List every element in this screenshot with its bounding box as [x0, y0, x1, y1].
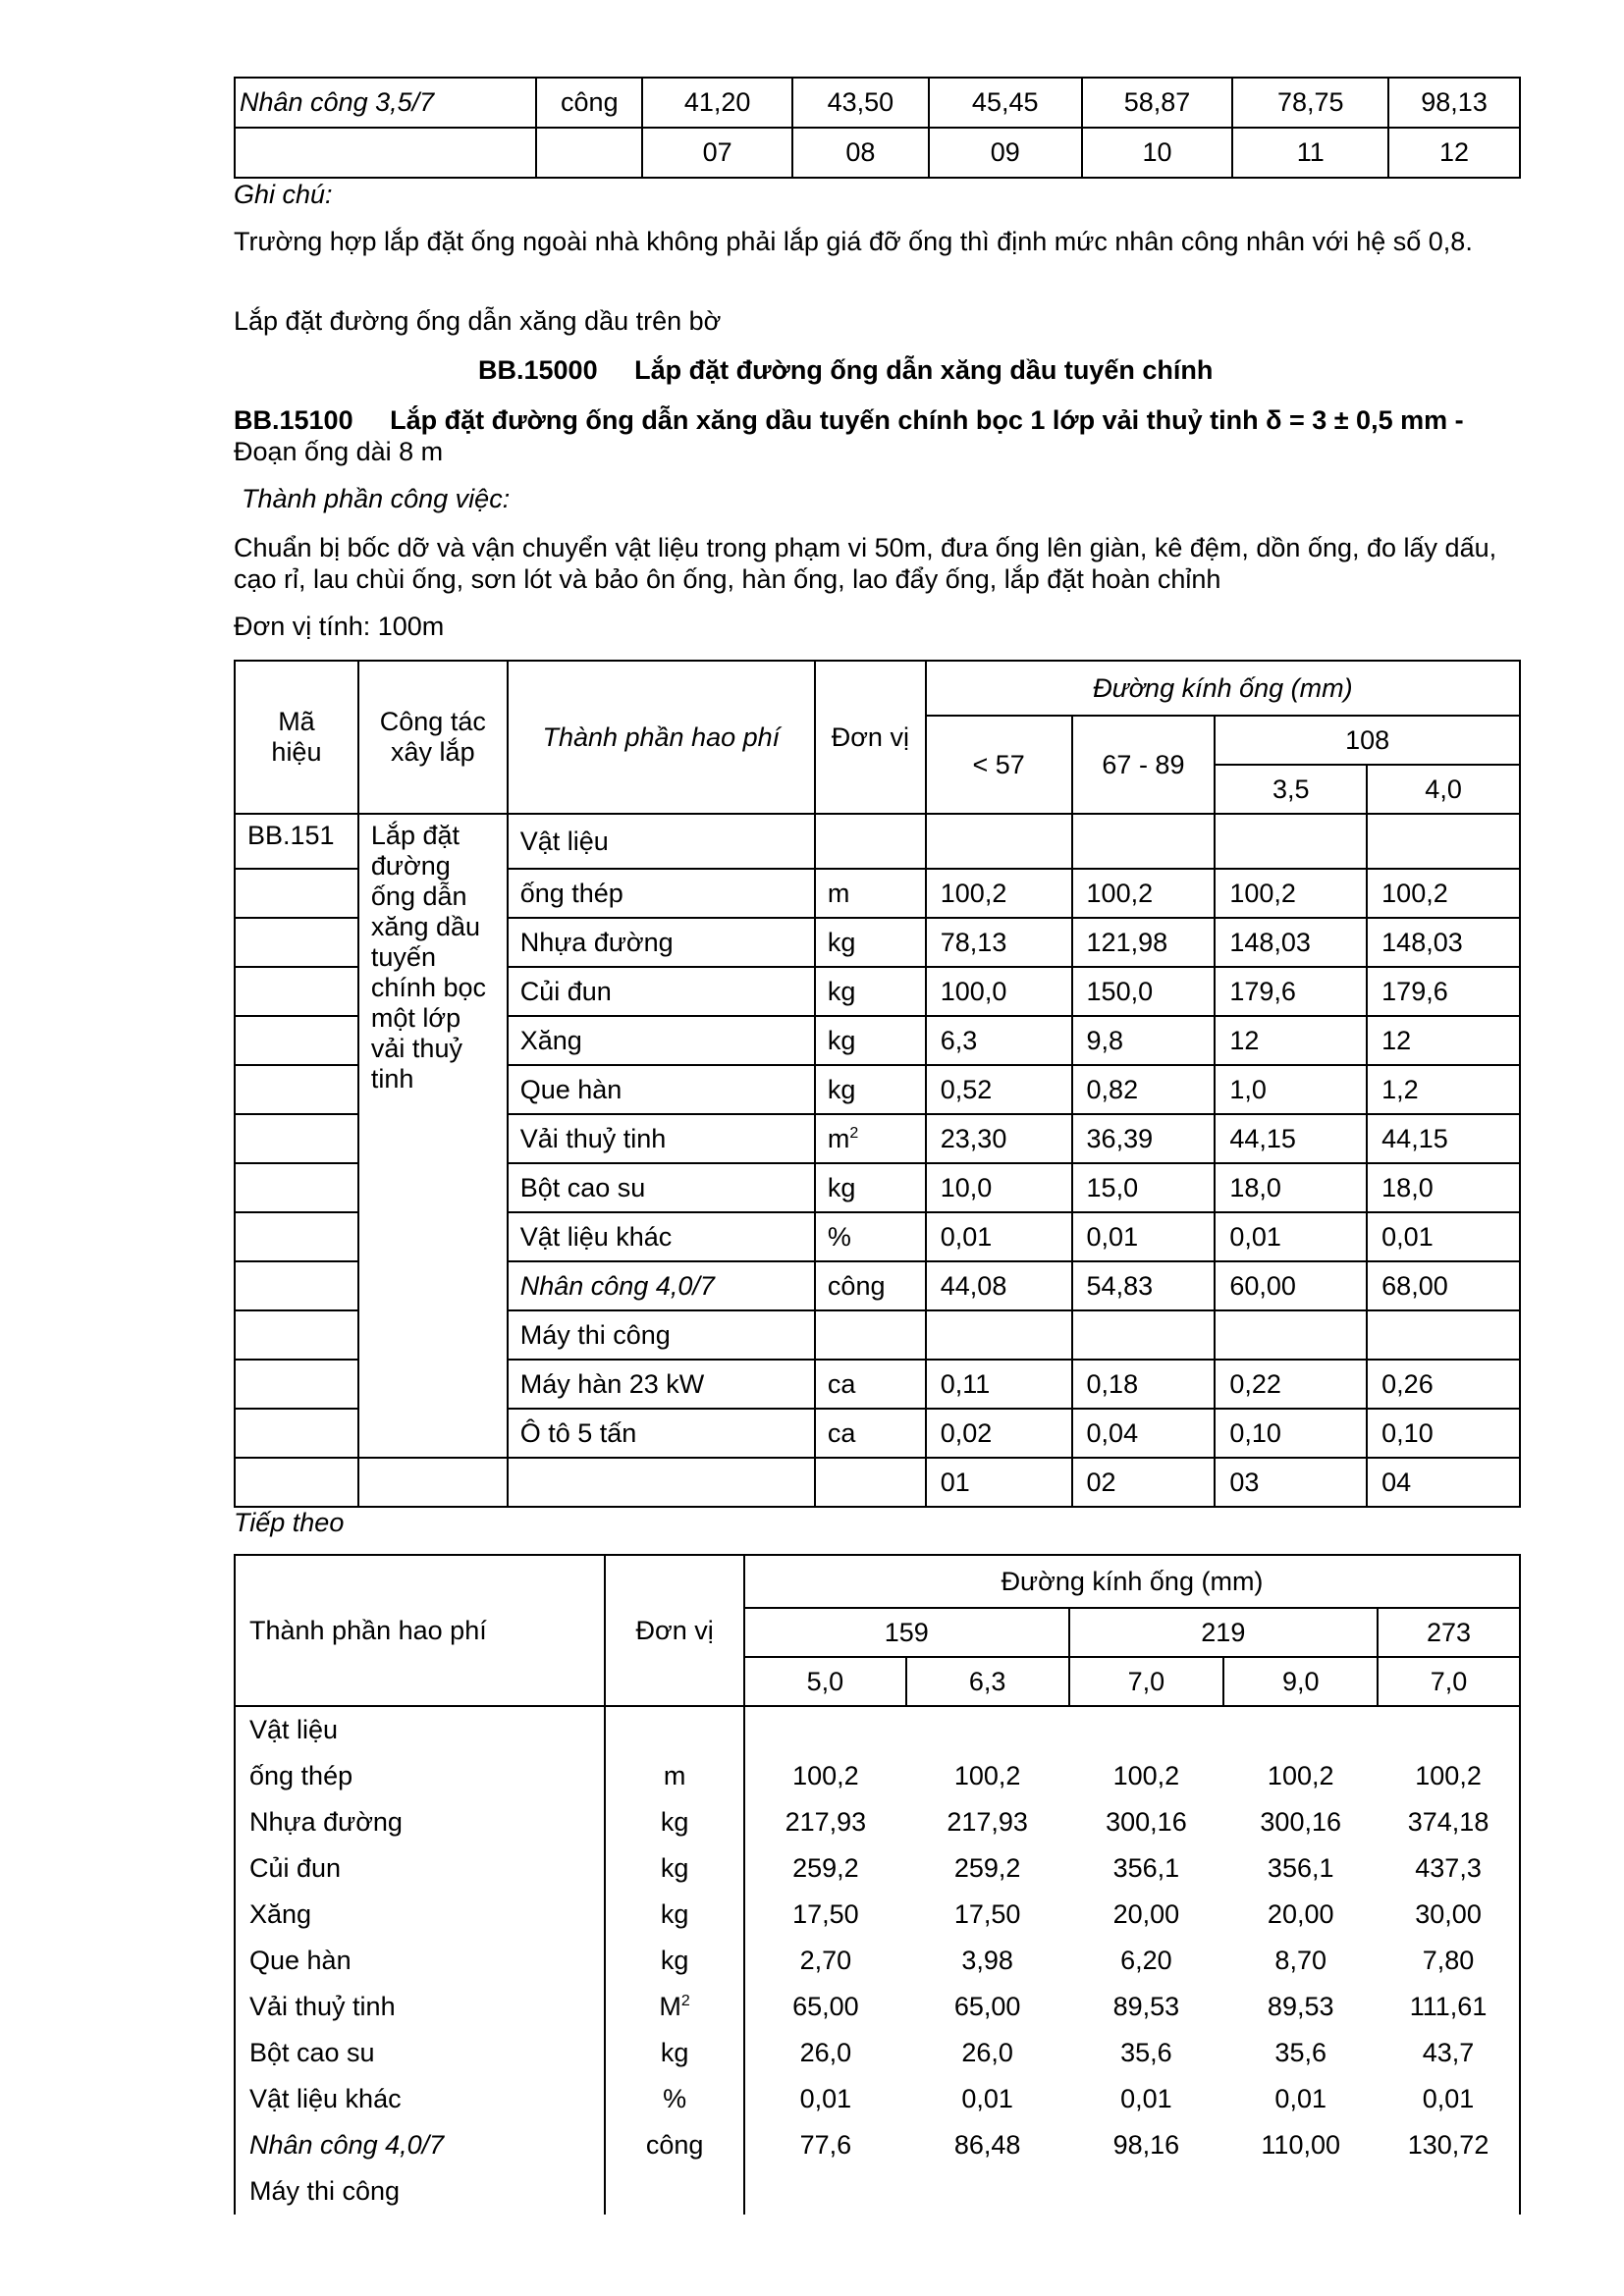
row-name: Máy hàn 23 kW	[508, 1360, 815, 1409]
value-cell: 100,0	[926, 967, 1072, 1016]
row-unit	[605, 1892, 744, 1938]
value-cell: 26,0	[799, 2038, 852, 2067]
row-name: Que hàn	[508, 1065, 815, 1114]
header-code: Mã hiệu	[235, 661, 358, 814]
row-name: Bột cao su	[508, 1163, 815, 1212]
row-code	[235, 1114, 358, 1163]
subsection-heading	[234, 404, 1520, 467]
value-cell: 100,2	[926, 869, 1072, 918]
header-d2: 219	[1069, 1608, 1379, 1657]
header-diameter: Đường kính ống (mm)	[744, 1555, 1520, 1608]
unit-text: M	[659, 1992, 681, 2021]
note-text: Trường hợp lắp đặt ống ngoài nhà không phải lắp giá đỡ ống thì định mức nhân công nhân với hệ số 0,8.	[234, 227, 1473, 256]
value-cell: 100,2	[1112, 1761, 1180, 1790]
header-work: Công tác xây lắp	[358, 661, 508, 814]
row-name: Vật liệu	[508, 814, 815, 869]
table-row	[235, 1984, 1520, 2030]
row-name: Bột cao su	[235, 2030, 605, 2076]
row-unit	[815, 1310, 926, 1360]
table-row	[235, 1706, 1520, 1753]
row-unit	[815, 1114, 926, 1163]
unit-text: Đơn vị tính: 100m	[234, 612, 445, 641]
header-thickness: 7,0	[1378, 1657, 1520, 1706]
value-cell: 60,00	[1215, 1261, 1367, 1310]
value-cell: 54,83	[1072, 1261, 1216, 1310]
table-row	[235, 814, 1520, 869]
value-cell: 0,22	[1215, 1360, 1367, 1409]
unit-superscript: 2	[680, 1993, 690, 2009]
value-cell: 100,2	[953, 1761, 1021, 1790]
row-name: Máy thi công	[235, 2168, 605, 2215]
value-cell	[1367, 1310, 1520, 1360]
value-cell: 0,01	[1215, 1212, 1367, 1261]
row-unit	[815, 1065, 926, 1114]
value-cell: 20,00	[1112, 1899, 1180, 1929]
subsection-code: BB.15100	[234, 405, 353, 435]
row-name: Vật liệu khác	[508, 1212, 815, 1261]
row-name: Vải thuỷ tinh	[508, 1114, 815, 1163]
value-cell: 41,20	[642, 78, 792, 128]
note-label: Ghi chú:	[234, 180, 333, 209]
row-name: ống thép	[508, 869, 815, 918]
value-cell: 01	[926, 1458, 1072, 1507]
value-cell: 0,01	[961, 2084, 1013, 2113]
value-cell: 0,26	[1367, 1360, 1520, 1409]
value-cell: 44,08	[926, 1261, 1072, 1310]
continued-label: Tiếp theo	[234, 1508, 345, 1537]
unit-text: kg	[660, 1853, 689, 1883]
value-cell: 89,53	[1112, 1992, 1180, 2021]
unit-text: m	[827, 878, 850, 908]
header-thickness: 5,0	[744, 1657, 906, 1706]
value-cell: 36,39	[1072, 1114, 1216, 1163]
value-cell: 68,00	[1367, 1261, 1520, 1310]
row-code	[235, 967, 358, 1016]
value-cell: 44,15	[1215, 1114, 1367, 1163]
value-cell: 9,8	[1072, 1016, 1216, 1065]
row-name: Ô tô 5 tấn	[508, 1409, 815, 1458]
row-unit	[815, 918, 926, 967]
header-t2: 4,0	[1367, 765, 1520, 814]
value-cell: 58,87	[1082, 78, 1233, 128]
header-component: Thành phần hao phí	[235, 1555, 605, 1706]
value-cell: 65,00	[953, 1992, 1021, 2021]
value-cell: 0,10	[1367, 1409, 1520, 1458]
table-row	[235, 78, 1520, 128]
row-name: ống thép	[235, 1753, 605, 1799]
value-cell: 217,93	[785, 1807, 867, 1837]
table-row	[235, 128, 1520, 178]
unit-text: kg	[660, 2038, 689, 2067]
header-t1: 3,5	[1215, 765, 1367, 814]
unit-text: ca	[827, 1417, 856, 1448]
row-name: Nhân công 3,5/7	[235, 78, 536, 128]
main-table	[234, 660, 1521, 1508]
unit-text: kg	[660, 1946, 689, 1975]
row-unit	[605, 1984, 744, 2030]
value-cell: 0,01	[926, 1212, 1072, 1261]
table-row	[235, 2030, 1520, 2076]
row-name: Vật liệu khác	[235, 2076, 605, 2122]
row-name	[235, 128, 536, 178]
code-cell: 10	[1082, 128, 1233, 178]
header-d3: 108	[1215, 716, 1520, 765]
value-cell: 26,0	[961, 2038, 1013, 2067]
row-unit	[815, 1163, 926, 1212]
header-d2: 67 - 89	[1072, 716, 1216, 814]
value-cell: 20,00	[1267, 1899, 1334, 1929]
row-unit	[605, 2030, 744, 2076]
value-cell: 98,13	[1388, 78, 1520, 128]
row-code	[235, 1212, 358, 1261]
code-cell: 11	[1232, 128, 1388, 178]
value-cell: 45,45	[929, 78, 1082, 128]
header-unit: Đơn vị	[815, 661, 926, 814]
value-cell: 0,01	[1422, 2084, 1475, 2113]
value-cell: 02	[1072, 1458, 1216, 1507]
value-cell	[1367, 814, 1520, 869]
value-cell: 0,52	[926, 1065, 1072, 1114]
code-cell: 12	[1388, 128, 1520, 178]
unit-text: %	[827, 1221, 851, 1252]
onshore-text: Lắp đặt đường ống dẫn xăng dầu trên bờ	[234, 306, 722, 336]
value-cell: 86,48	[953, 2130, 1021, 2160]
value-cell: 148,03	[1215, 918, 1367, 967]
value-cell: 03	[1215, 1458, 1367, 1507]
header-diameter: Đường kính ống (mm)	[926, 661, 1520, 716]
row-unit	[605, 2122, 744, 2168]
value-cell: 100,2	[1415, 1761, 1482, 1790]
value-cell: 04	[1367, 1458, 1520, 1507]
row-unit: công	[536, 78, 642, 128]
table-row	[235, 1892, 1520, 1938]
value-cell	[906, 2168, 1069, 2215]
value-cell: 43,50	[792, 78, 929, 128]
value-cell	[744, 2168, 906, 2215]
value-cell: 100,2	[1367, 869, 1520, 918]
value-cell: 89,53	[1267, 1992, 1334, 2021]
value-cell: 65,00	[792, 1992, 859, 2021]
row-code	[235, 1261, 358, 1310]
row-name	[508, 1458, 815, 1507]
value-cell: 121,98	[1072, 918, 1216, 967]
top-table	[234, 77, 1521, 179]
row-name: Nhân công 4,0/7	[508, 1261, 815, 1310]
value-cell: 23,30	[926, 1114, 1072, 1163]
row-code	[235, 1065, 358, 1114]
value-cell: 259,2	[953, 1853, 1021, 1883]
value-cell	[926, 1310, 1072, 1360]
table-row	[235, 1753, 1520, 1799]
row-code	[235, 1458, 358, 1507]
row-unit	[605, 2168, 744, 2215]
table-row	[235, 2122, 1520, 2168]
row-code	[235, 1163, 358, 1212]
table-row	[235, 1845, 1520, 1892]
value-cell	[1215, 814, 1367, 869]
row-unit	[815, 869, 926, 918]
row-unit	[605, 1799, 744, 1845]
row-unit	[815, 1212, 926, 1261]
value-cell: 15,0	[1072, 1163, 1216, 1212]
value-cell: 356,1	[1112, 1853, 1180, 1883]
value-cell: 0,02	[926, 1409, 1072, 1458]
row-code	[235, 1016, 358, 1065]
section-title: BB.15000 Lắp đặt đường ống dẫn xăng dầu tuyến chính	[478, 355, 1214, 385]
row-code	[235, 869, 358, 918]
row-unit	[815, 1409, 926, 1458]
row-unit	[605, 1706, 744, 1753]
row-name: Que hàn	[235, 1938, 605, 1984]
value-cell: 0,18	[1072, 1360, 1216, 1409]
value-cell: 30,00	[1415, 1899, 1482, 1929]
value-cell: 0,04	[1072, 1409, 1216, 1458]
header-unit: Đơn vị	[605, 1555, 744, 1706]
value-cell	[1378, 2168, 1520, 2215]
value-cell: 35,6	[1120, 2038, 1172, 2067]
subsection-title-rest: Đoạn ống dài 8 m	[234, 437, 444, 466]
value-cell: 0,82	[1072, 1065, 1216, 1114]
header-thickness: 7,0	[1069, 1657, 1224, 1706]
row-unit	[815, 1360, 926, 1409]
header-component: Thành phần hao phí	[508, 661, 815, 814]
row-unit	[815, 814, 926, 869]
value-cell	[1223, 1706, 1378, 1753]
header-d1: < 57	[926, 716, 1072, 814]
unit-text: kg	[827, 1172, 856, 1202]
row-unit	[605, 2076, 744, 2122]
table-row	[235, 2168, 1520, 2215]
header-thickness: 9,0	[1223, 1657, 1378, 1706]
row-unit	[815, 967, 926, 1016]
value-cell: 35,6	[1274, 2038, 1326, 2067]
row-name: Củi đun	[235, 1845, 605, 1892]
unit-text: kg	[660, 1899, 689, 1929]
value-cell: 2,70	[799, 1946, 852, 1975]
table-row	[235, 1938, 1520, 1984]
row-unit	[815, 1261, 926, 1310]
value-cell: 78,75	[1232, 78, 1388, 128]
row-name: Vải thuỷ tinh	[235, 1984, 605, 2030]
value-cell: 217,93	[947, 1807, 1028, 1837]
value-cell: 356,1	[1267, 1853, 1334, 1883]
value-cell: 12	[1367, 1016, 1520, 1065]
value-cell: 17,50	[953, 1899, 1021, 1929]
value-cell	[906, 1706, 1069, 1753]
value-cell: 10,0	[926, 1163, 1072, 1212]
value-cell: 3,98	[961, 1946, 1013, 1975]
value-cell: 1,2	[1367, 1065, 1520, 1114]
value-cell	[1215, 1310, 1367, 1360]
value-cell: 179,6	[1215, 967, 1367, 1016]
row-name: Xăng	[235, 1892, 605, 1938]
row-unit	[536, 128, 642, 178]
value-cell: 0,01	[799, 2084, 852, 2113]
value-cell: 18,0	[1367, 1163, 1520, 1212]
row-unit	[815, 1458, 926, 1507]
work-description	[358, 1458, 508, 1507]
value-cell: 17,50	[792, 1899, 859, 1929]
row-name: Nhân công 4,0/7	[235, 2122, 605, 2168]
value-cell: 111,61	[1409, 1992, 1488, 2021]
unit-text: kg	[827, 1074, 856, 1104]
row-unit	[605, 1938, 744, 1984]
value-cell: 7,80	[1422, 1946, 1475, 1975]
table-row	[235, 1799, 1520, 1845]
value-cell: 44,15	[1367, 1114, 1520, 1163]
value-cell: 437,3	[1415, 1853, 1482, 1883]
value-cell: 78,13	[926, 918, 1072, 967]
header-thickness: 6,3	[906, 1657, 1069, 1706]
row-name: Củi đun	[508, 967, 815, 1016]
value-cell	[1378, 1706, 1520, 1753]
value-cell: 100,2	[1072, 869, 1216, 918]
value-cell: 12	[1215, 1016, 1367, 1065]
value-cell: 130,72	[1407, 2130, 1489, 2160]
value-cell: 0,01	[1072, 1212, 1216, 1261]
unit-text: kg	[827, 927, 856, 957]
row-code	[235, 1310, 358, 1360]
value-cell: 6,20	[1120, 1946, 1172, 1975]
row-unit	[815, 1016, 926, 1065]
value-cell: 8,70	[1274, 1946, 1326, 1975]
unit-superscript: 2	[849, 1124, 859, 1142]
value-cell: 100,2	[792, 1761, 859, 1790]
subsection-title: Lắp đặt đường ống dẫn xăng dầu tuyến chính bọc 1 lớp vải thuỷ tinh δ = 3 ± 0,5 mm -	[390, 405, 1464, 435]
row-name: Vật liệu	[235, 1706, 605, 1753]
row-code	[235, 1360, 358, 1409]
value-cell	[926, 814, 1072, 869]
unit-text: m	[663, 1761, 686, 1790]
value-cell: 0,11	[926, 1360, 1072, 1409]
work-text: Chuẩn bị bốc dỡ và vận chuyển vật liệu trong phạm vi 50m, đưa ống lên giàn, kê đệm, dồn ống, đo lấy dấu, cạo rỉ, lau chùi ống, sơn lót và bảo ôn ống, hàn ống, lao đẩy ống, lắp đặt hoàn chỉnh	[234, 533, 1497, 594]
value-cell: 100,2	[1267, 1761, 1334, 1790]
unit-text: kg	[660, 1807, 689, 1837]
value-cell: 179,6	[1367, 967, 1520, 1016]
value-cell: 259,2	[792, 1853, 859, 1883]
value-cell: 1,0	[1215, 1065, 1367, 1114]
code-cell: 09	[929, 128, 1082, 178]
work-description: Lắp đặt đường ống dẫn xăng dầu tuyến chính bọc một lớp vải thuỷ tinh	[358, 814, 508, 1458]
value-cell: 0,10	[1215, 1409, 1367, 1458]
value-cell: 148,03	[1367, 918, 1520, 967]
value-cell	[1223, 2168, 1378, 2215]
row-code: BB.151	[235, 814, 358, 869]
row-name: Nhựa đường	[508, 918, 815, 967]
value-cell: 374,18	[1407, 1807, 1489, 1837]
unit-text: công	[827, 1270, 886, 1301]
work-label: Thành phần công việc:	[242, 484, 511, 513]
header-d1: 159	[744, 1608, 1069, 1657]
value-cell: 6,3	[926, 1016, 1072, 1065]
value-cell: 150,0	[1072, 967, 1216, 1016]
value-cell: 110,00	[1261, 2130, 1340, 2160]
value-cell: 43,7	[1422, 2038, 1475, 2067]
header-d3: 273	[1378, 1608, 1520, 1657]
value-cell	[744, 1706, 906, 1753]
row-unit	[605, 1845, 744, 1892]
value-cell: 300,16	[1260, 1807, 1341, 1837]
value-cell: 98,16	[1112, 2130, 1180, 2160]
value-cell: 0,01	[1120, 2084, 1172, 2113]
unit-text: ca	[827, 1368, 856, 1399]
value-cell	[1072, 814, 1216, 869]
unit-text: kg	[827, 976, 856, 1006]
value-cell: 77,6	[799, 2130, 852, 2160]
unit-text: kg	[827, 1025, 856, 1055]
row-code	[235, 1409, 358, 1458]
value-cell: 100,2	[1215, 869, 1367, 918]
table-row	[235, 1458, 1520, 1507]
value-cell	[1069, 1706, 1224, 1753]
table-row	[235, 2076, 1520, 2122]
value-cell	[1069, 2168, 1224, 2215]
value-cell: 18,0	[1215, 1163, 1367, 1212]
unit-text: công	[645, 2130, 704, 2160]
code-cell: 08	[792, 128, 929, 178]
value-cell: 0,01	[1367, 1212, 1520, 1261]
row-unit	[605, 1753, 744, 1799]
value-cell: 300,16	[1106, 1807, 1187, 1837]
unit-text: %	[663, 2084, 687, 2113]
value-cell	[1072, 1310, 1216, 1360]
row-name: Xăng	[508, 1016, 815, 1065]
row-code	[235, 918, 358, 967]
unit-text: m	[827, 1123, 850, 1153]
continuation-table	[234, 1554, 1521, 2215]
code-cell: 07	[642, 128, 792, 178]
row-name: Máy thi công	[508, 1310, 815, 1360]
row-name: Nhựa đường	[235, 1799, 605, 1845]
value-cell: 0,01	[1274, 2084, 1326, 2113]
